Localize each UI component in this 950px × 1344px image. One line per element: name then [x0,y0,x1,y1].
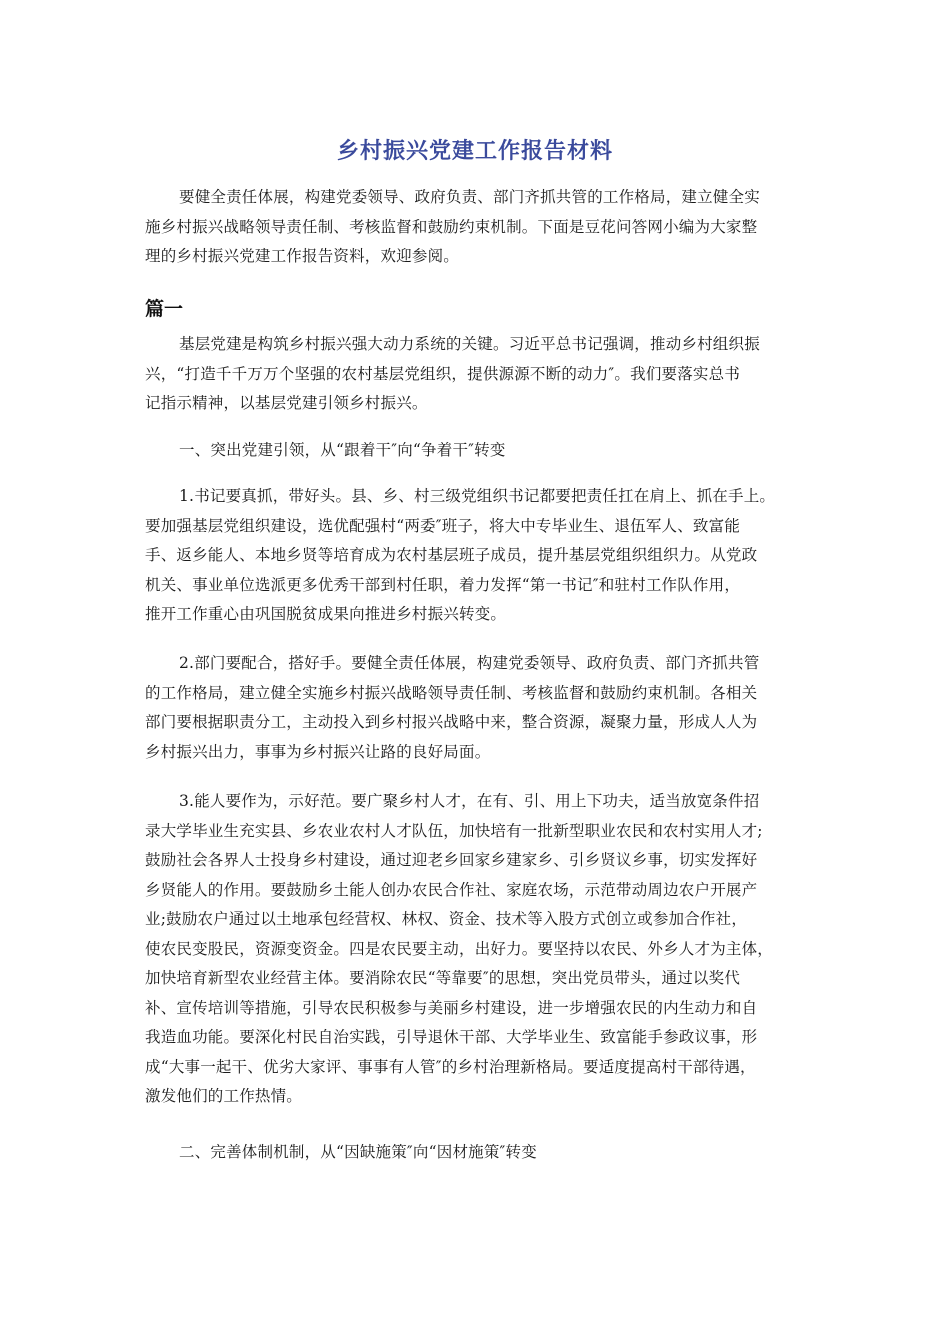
paragraph-4 [145,787,811,1112]
section-title: 篇一 [145,298,184,320]
paragraph-line: 成“大事一起干、优劣大家评、事事有人管″的乡村治理新格局。要适度提高村干部待遇， [145,1057,756,1076]
paragraph-2 [145,482,811,630]
paragraph-line: 业;鼓励农户通过以土地承包经营权、林权、资金、技术等入股方式创立或参加合作社， [145,910,748,928]
paragraph-line: 我造血功能。要深化村民自治实践，引导退休干部、大学毕业生、致富能手参政议事，形 [145,1028,758,1046]
paragraph-line: 乡村振兴出力，事事为乡村振兴让路的良好局面。 [145,742,491,761]
heading-2 [145,1138,811,1168]
paragraph-line: 手、返乡能人、本地乡贤等培育成为农村基层班子成员，提升基层党组织组织力。从党政 [145,546,758,564]
paragraph-line: 3.能人要作为，示好范。要广聚乡村人才，在有、引、用上下功夫，适当放宽条件招 [179,792,760,810]
document-title: 乡村振兴党建工作报告材料 [336,139,613,164]
paragraph-line: 1.书记要真抓，带好头。县、乡、村三级党组织书记都要把责任扛在肩上、抓在手上。 [179,487,776,505]
intro-paragraph [145,183,811,272]
paragraph-line: 补、宣传培训等措施，引导农民积极参与美丽乡村建设，进一步增强农民的内生动力和自 [145,998,758,1017]
paragraph-line: 兴，“打造千千万万个坚强的农村基层党组织，提供源源不断的动力″。我们要落实总书 [145,364,741,383]
paragraph-line: 记指示精神，以基层党建引领乡村振兴。 [145,394,428,412]
paragraph-line: 鼓励社会各界人士投身乡村建设，通过迎老乡回家乡建家乡、引乡贤议乡事，切实发挥好 [145,851,758,869]
heading-text: 二、完善体制机制，从“因缺施策″向“因材施策″转变 [179,1143,537,1161]
intro-line: 施乡村振兴战略领导责任制、考核监督和鼓励约束机制。下面是豆花问答网小编为大家整 [145,217,758,236]
paragraph-line: 加快培育新型农业经营主体。要消除农民“等靠要″的思想，突出党员带头，通过以奖代 [145,969,741,987]
paragraph-line: 部门要根据职责分工，主动投入到乡村报兴战略中来，整合资源，凝聚力量，形成人人为 [145,713,758,731]
paragraph-line: 乡贤能人的作用。要鼓励乡土能人创办农民合作社、家庭农场，示范带动周边农户开展产 [145,880,758,899]
paragraph-line: 激发他们的工作热情。 [145,1087,303,1105]
paragraph-line: 2.部门要配合，搭好手。要健全责任体展，构建党委领导、政府负责、部门齐抓共管 [179,654,760,672]
paragraph-3 [145,649,811,767]
paragraph-1 [145,330,811,419]
paragraph-line: 基层党建是构筑乡村振兴强大动力系统的关键。习近平总书记强调，推动乡村组织振 [179,335,760,353]
paragraph-line: 机关、事业单位选派更多优秀干部到村任职，着力发挥“第一书记″和驻村工作队作用， [145,575,741,594]
paragraph-line: 要加强基层党组织建设，选优配强村“两委″班子，将大中专毕业生、退伍军人、致富能 [145,516,741,535]
paragraph-line: 的工作格局，建立健全实施乡村振兴战略领导责任制、考核监督和鼓励约束机制。各相关 [145,683,758,702]
heading-text: 一、突出党建引领，从“跟着干″向“争着干″转变 [179,441,506,459]
paragraph-line: 推开工作重心由巩国脱贫成果向推进乡村振兴转变。 [145,605,507,623]
paragraph-line: 录大学毕业生充实县、乡农业农村人才队伍，加快培有一批新型职业农民和农村实用人才; [145,821,763,840]
heading-1 [145,436,811,466]
intro-line: 要健全责任体展，构建党委领导、政府负责、部门齐抓共管的工作格局，建立健全实 [179,188,760,206]
intro-line: 理的乡村振兴党建工作报告资料，欢迎参阅。 [145,247,460,265]
paragraph-line: 使农民变股民，资源变资金。四是农民要主动，出好力。要坚持以农民、外乡人才为主体， [145,939,774,958]
